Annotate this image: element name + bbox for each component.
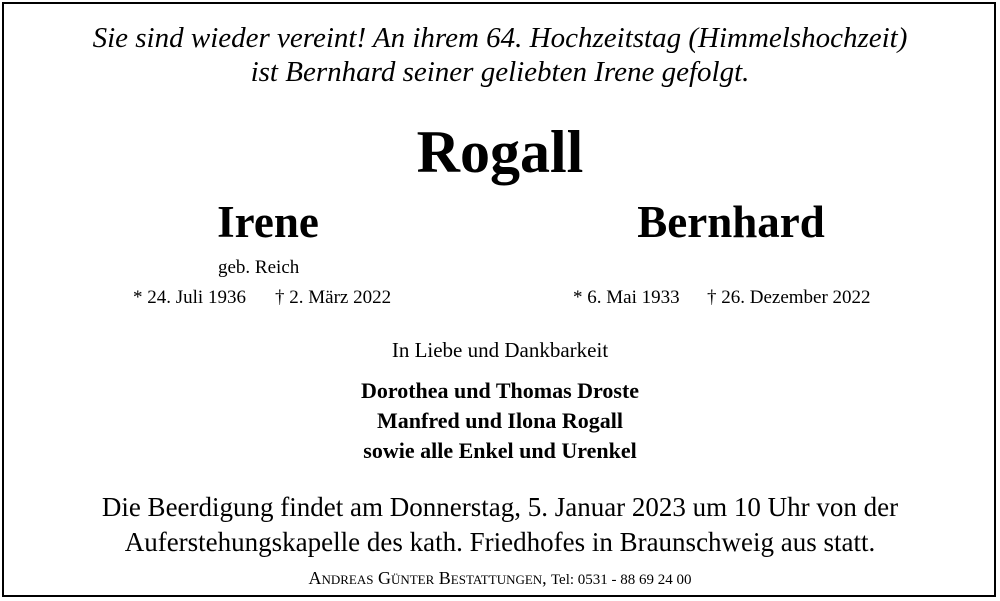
undertaker-footer xyxy=(0,569,1000,588)
mourner-line: sowie alle Enkel und Urenkel xyxy=(363,438,637,463)
maiden-name-irene: geb. Reich xyxy=(218,257,300,278)
funeral-notice-line-2: Auferstehungskapelle des kath. Friedhofes in Braunschweig aus statt. xyxy=(124,527,876,557)
family-surname: Rogall xyxy=(416,119,584,185)
first-name-bernhard: Bernhard xyxy=(637,197,825,247)
undertaker-name: Andreas Günter Bestattungen, xyxy=(308,568,547,588)
death-date-bernhard: † 26. Dezember 2022 xyxy=(707,287,871,308)
intro-line-2: ist Bernhard seiner geliebten Irene gefolgt. xyxy=(250,56,750,88)
funeral-notice-line-1: Die Beerdigung findet am Donnerstag, 5. Januar 2023 um 10 Uhr von der xyxy=(101,492,899,522)
undertaker-phone: Tel: 0531 - 88 69 24 00 xyxy=(550,572,692,588)
birth-date-bernhard: * 6. Mai 1933 xyxy=(573,287,680,308)
death-date-irene: † 2. März 2022 xyxy=(275,287,392,308)
mourner-line: Manfred und Ilona Rogall xyxy=(377,408,623,433)
birth-date-irene: * 24. Juli 1936 xyxy=(133,287,246,308)
first-name-irene: Irene xyxy=(217,197,319,247)
intro-line-1: Sie sind wieder vereint! An ihrem 64. Hochzeitstag (Himmelshochzeit) xyxy=(92,22,908,54)
mourner-line: Dorothea und Thomas Droste xyxy=(360,378,640,403)
dedication: In Liebe und Dankbarkeit xyxy=(391,338,609,362)
